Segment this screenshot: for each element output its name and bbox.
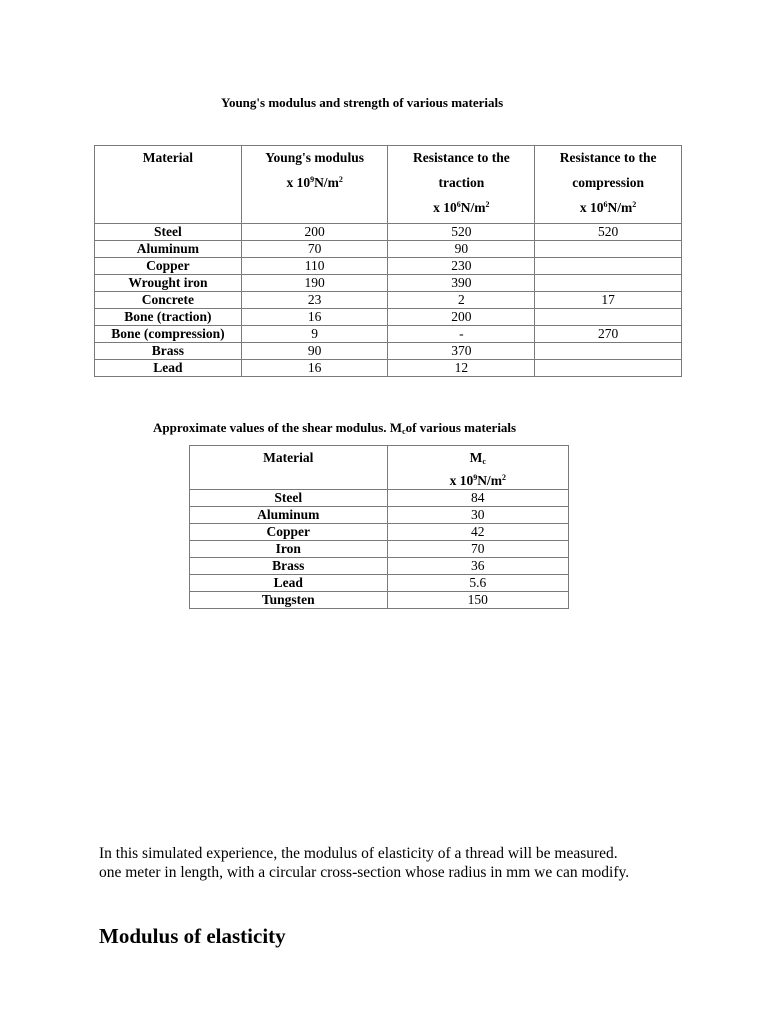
intro-paragraph (99, 844, 629, 882)
table2-header-material: Material (190, 446, 388, 490)
compression-value (535, 241, 682, 258)
material-name: Steel (95, 224, 242, 241)
material-name: Concrete (95, 292, 242, 309)
table2-header-mc: $M_c$ x $10^9N/m^2$ (387, 446, 569, 490)
shear-value: 30 (387, 507, 569, 524)
table1-header-compression: Resistance to the compression x $10^6N/m^2$ (535, 146, 682, 224)
table-row (95, 258, 682, 275)
table-row (190, 592, 569, 609)
material-name: Wrought iron (95, 275, 242, 292)
traction-value: 390 (388, 275, 535, 292)
compression-value (535, 258, 682, 275)
traction-value: 200 (388, 309, 535, 326)
table1-header-youngs-modulus: Young's modulus x $10^9N/m^2$ (241, 146, 388, 224)
material-name: Aluminum (190, 507, 388, 524)
table1-header-row (95, 146, 682, 224)
youngs-value: 16 (241, 309, 388, 326)
youngs-value: 90 (241, 343, 388, 360)
table2-header-row (190, 446, 569, 490)
material-name: Lead (95, 360, 242, 377)
shear-value: 42 (387, 524, 569, 541)
table-row (95, 309, 682, 326)
table-row (95, 343, 682, 360)
material-name: Steel (190, 490, 388, 507)
compression-value: 520 (535, 224, 682, 241)
table1-header-material: Material (95, 146, 242, 224)
table-row (190, 507, 569, 524)
youngs-value: 190 (241, 275, 388, 292)
table-row (95, 360, 682, 377)
traction-value: 2 (388, 292, 535, 309)
traction-value: 520 (388, 224, 535, 241)
table-row (95, 275, 682, 292)
table-row (190, 558, 569, 575)
youngs-value: 23 (241, 292, 388, 309)
compression-value (535, 275, 682, 292)
table-row (190, 490, 569, 507)
material-name: Copper (95, 258, 242, 275)
traction-value: 370 (388, 343, 535, 360)
intro-line-1: In this simulated experience, the modulus of elasticity of a thread will be measured. (99, 845, 618, 862)
material-name: Tungsten (190, 592, 388, 609)
youngs-value: 70 (241, 241, 388, 258)
youngs-modulus-table (94, 145, 682, 377)
table1-caption: Young's modulus and strength of various materials (221, 95, 504, 110)
table-row (190, 524, 569, 541)
table-row (95, 292, 682, 309)
youngs-value: 9 (241, 326, 388, 343)
shear-value: 84 (387, 490, 569, 507)
material-name: Brass (190, 558, 388, 575)
table-row (190, 541, 569, 558)
material-name: Aluminum (95, 241, 242, 258)
table-row (95, 326, 682, 343)
traction-value: 90 (388, 241, 535, 258)
traction-value: - (388, 326, 535, 343)
shear-value: 150 (387, 592, 569, 609)
table-row (190, 575, 569, 592)
table1-header-traction: Resistance to the traction x $10^6N/m^2$ (388, 146, 535, 224)
compression-value (535, 309, 682, 326)
material-name: Bone (compression) (95, 326, 242, 343)
shear-value: 70 (387, 541, 569, 558)
material-name: Lead (190, 575, 388, 592)
traction-value: 12 (388, 360, 535, 377)
material-name: Bone (traction) (95, 309, 242, 326)
compression-value (535, 343, 682, 360)
shear-value: 36 (387, 558, 569, 575)
youngs-value: 110 (241, 258, 388, 275)
shear-value: 5.6 (387, 575, 569, 592)
table-row (95, 224, 682, 241)
intro-line-2: one meter in length, with a circular cross-section whose radius in mm we can modify. (99, 864, 630, 881)
table-row (95, 241, 682, 258)
youngs-value: 16 (241, 360, 388, 377)
table2-caption: Approximate values of the shear modulus. $M_cof$ various materials (153, 420, 517, 436)
compression-value: 270 (535, 326, 682, 343)
material-name: Copper (190, 524, 388, 541)
traction-value: 230 (388, 258, 535, 275)
material-name: Brass (95, 343, 242, 360)
shear-modulus-table (189, 445, 569, 609)
compression-value (535, 360, 682, 377)
section-heading: Modulus of elasticity (99, 924, 286, 948)
material-name: Iron (190, 541, 388, 558)
compression-value: 17 (535, 292, 682, 309)
youngs-value: 200 (241, 224, 388, 241)
